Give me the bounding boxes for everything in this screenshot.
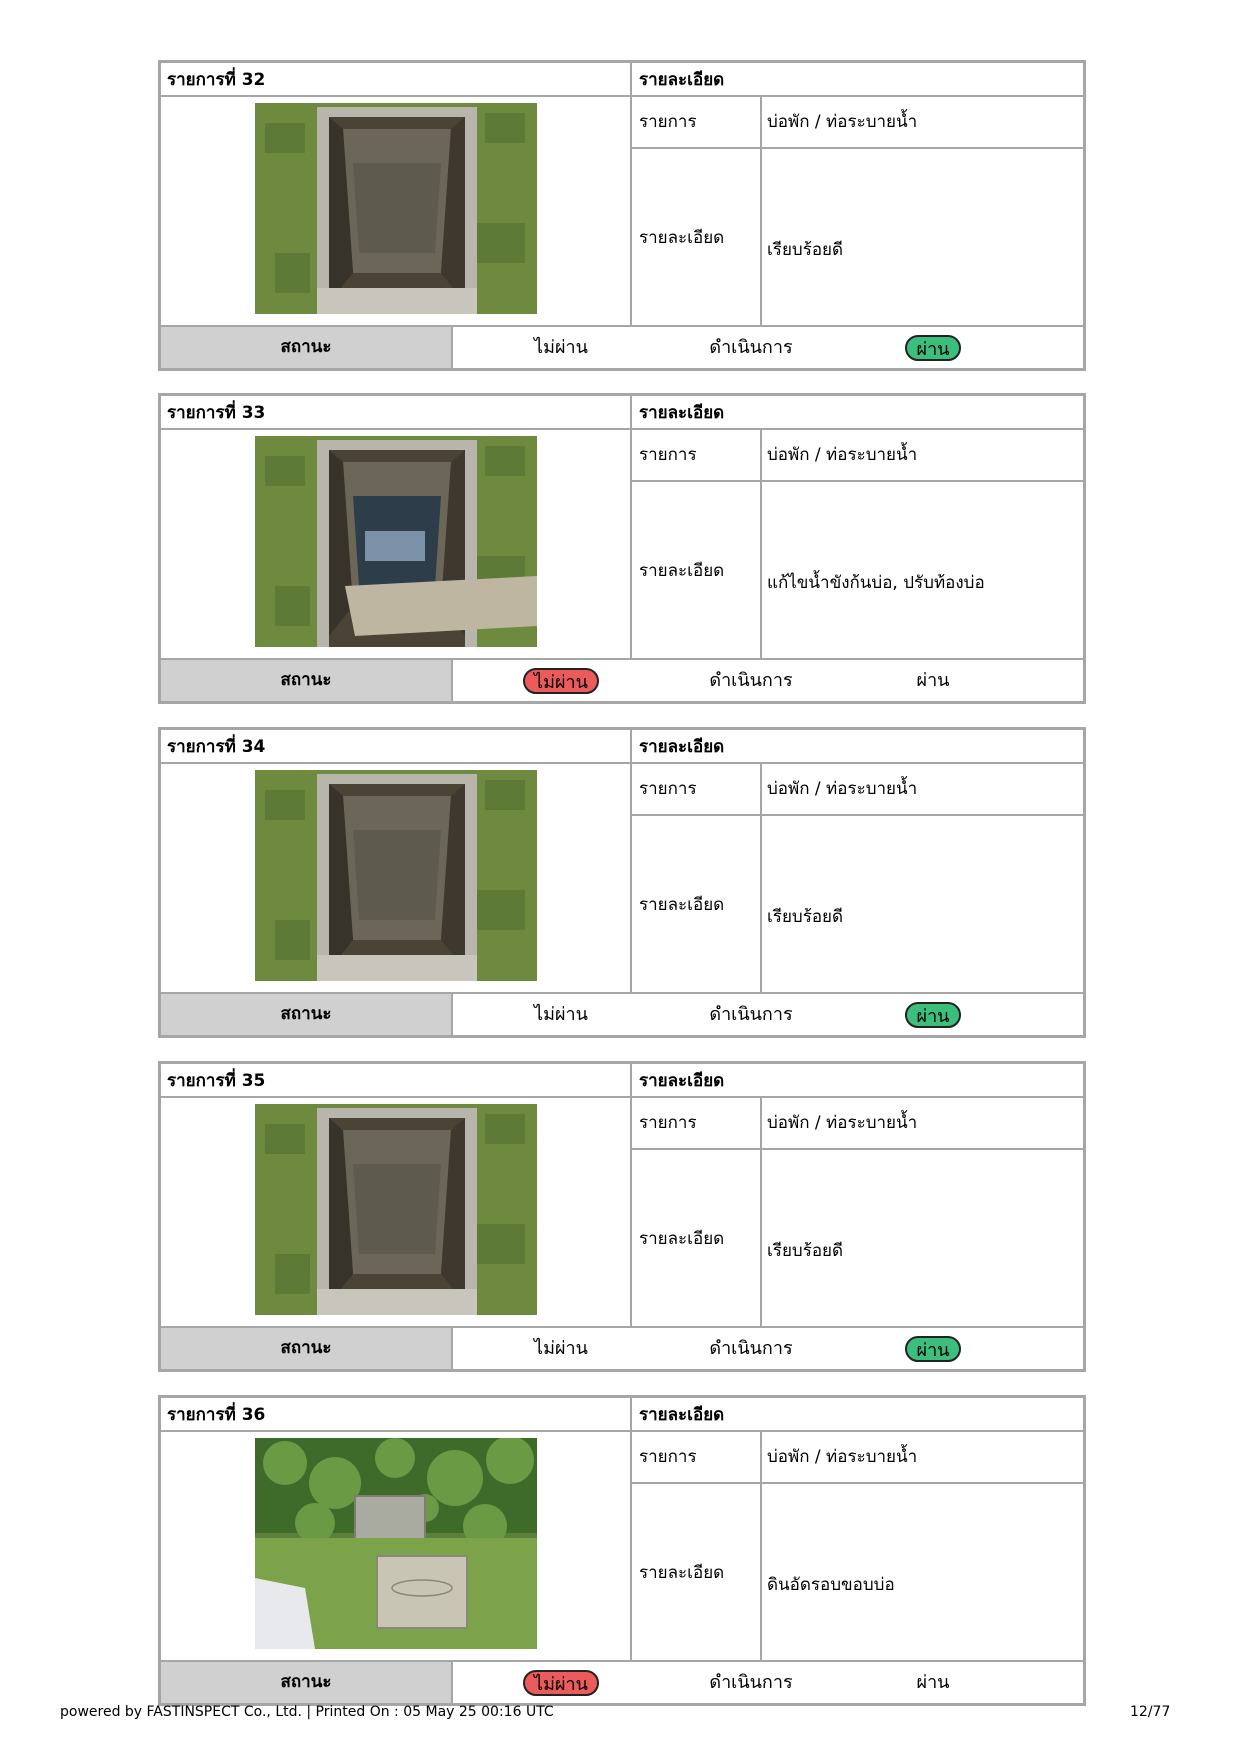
detail-header: รายละเอียด bbox=[639, 1071, 725, 1091]
footer-printed-info: powered by FASTINSPECT Co., Ltd. | Printed On : 05 May 25 00:16 UTC bbox=[60, 1704, 554, 1720]
item-title: รายการที่ 35 bbox=[167, 1071, 266, 1091]
status-option-pass[interactable]: ผ่าน bbox=[905, 1002, 961, 1028]
detail-label: รายละเอียด bbox=[639, 228, 725, 248]
item-value: บ่อพัก / ท่อระบายน้ำ bbox=[767, 445, 918, 465]
detail-label: รายละเอียด bbox=[639, 1229, 725, 1249]
page-number: 12/77 bbox=[1130, 1704, 1171, 1720]
detail-header: รายละเอียด bbox=[639, 70, 725, 90]
detail-label: รายละเอียด bbox=[639, 561, 725, 581]
inspection-card bbox=[158, 727, 1086, 1038]
divider bbox=[760, 97, 762, 327]
status-option-in-progress[interactable]: ดำเนินการ bbox=[709, 670, 793, 691]
divider bbox=[632, 1148, 1083, 1150]
item-value: บ่อพัก / ท่อระบายน้ำ bbox=[767, 779, 918, 799]
status-option-in-progress[interactable]: ดำเนินการ bbox=[709, 337, 793, 358]
item-value: บ่อพัก / ท่อระบายน้ำ bbox=[767, 1113, 918, 1133]
status-option-fail[interactable]: ไม่ผ่าน bbox=[534, 1338, 588, 1359]
drain-pit-photo bbox=[255, 770, 537, 981]
status-row bbox=[161, 1662, 1083, 1703]
status-label: สถานะ bbox=[161, 1328, 451, 1369]
item-label: รายการ bbox=[639, 1113, 697, 1133]
drain-pit-photo bbox=[255, 436, 537, 647]
status-option-fail[interactable]: ไม่ผ่าน bbox=[534, 337, 588, 358]
item-label: รายการ bbox=[639, 1447, 697, 1467]
divider bbox=[632, 147, 1083, 149]
status-option-pass[interactable]: ผ่าน bbox=[916, 1672, 950, 1693]
status-label: สถานะ bbox=[161, 994, 451, 1035]
status-row bbox=[161, 660, 1083, 701]
drain-cover-photo bbox=[255, 1438, 537, 1649]
inspection-photo[interactable] bbox=[255, 1104, 537, 1315]
divider bbox=[630, 1064, 632, 1328]
inspection-card bbox=[158, 393, 1086, 704]
inspection-photo[interactable] bbox=[255, 1438, 537, 1649]
status-row bbox=[161, 327, 1083, 368]
status-option-fail[interactable]: ไม่ผ่าน bbox=[534, 1004, 588, 1025]
detail-value: เรียบร้อยดี bbox=[767, 907, 844, 927]
divider bbox=[632, 1482, 1083, 1484]
drain-pit-photo bbox=[255, 103, 537, 314]
inspection-photo[interactable] bbox=[255, 436, 537, 647]
status-option-in-progress[interactable]: ดำเนินการ bbox=[709, 1338, 793, 1359]
inspection-photo[interactable] bbox=[255, 770, 537, 981]
divider bbox=[630, 1398, 632, 1662]
item-value: บ่อพัก / ท่อระบายน้ำ bbox=[767, 1447, 918, 1467]
status-option-pass[interactable]: ผ่าน bbox=[905, 335, 961, 361]
status-row bbox=[161, 1328, 1083, 1369]
item-value: บ่อพัก / ท่อระบายน้ำ bbox=[767, 112, 918, 132]
divider bbox=[760, 764, 762, 994]
status-option-pass[interactable]: ผ่าน bbox=[905, 1336, 961, 1362]
divider bbox=[630, 396, 632, 660]
status-label: สถานะ bbox=[161, 1662, 451, 1703]
inspection-card bbox=[158, 60, 1086, 371]
status-option-in-progress[interactable]: ดำเนินการ bbox=[709, 1004, 793, 1025]
detail-value: ดินอัดรอบขอบบ่อ bbox=[767, 1575, 895, 1595]
item-label: รายการ bbox=[639, 112, 697, 132]
status-label: สถานะ bbox=[161, 327, 451, 368]
status-row bbox=[161, 994, 1083, 1035]
divider bbox=[760, 1098, 762, 1328]
detail-header: รายละเอียด bbox=[639, 403, 725, 423]
item-label: รายการ bbox=[639, 779, 697, 799]
divider bbox=[632, 814, 1083, 816]
detail-label: รายละเอียด bbox=[639, 1563, 725, 1583]
detail-value: เรียบร้อยดี bbox=[767, 240, 844, 260]
status-label: สถานะ bbox=[161, 660, 451, 701]
status-option-in-progress[interactable]: ดำเนินการ bbox=[709, 1672, 793, 1693]
status-option-fail[interactable]: ไม่ผ่าน bbox=[523, 1670, 599, 1696]
detail-header: รายละเอียด bbox=[639, 737, 725, 757]
detail-header: รายละเอียด bbox=[639, 1405, 725, 1425]
item-label: รายการ bbox=[639, 445, 697, 465]
item-title: รายการที่ 36 bbox=[167, 1405, 266, 1425]
divider bbox=[760, 430, 762, 660]
status-option-pass[interactable]: ผ่าน bbox=[916, 670, 950, 691]
divider bbox=[632, 480, 1083, 482]
item-title: รายการที่ 33 bbox=[167, 403, 266, 423]
drain-pit-photo bbox=[255, 1104, 537, 1315]
divider bbox=[630, 730, 632, 994]
divider bbox=[630, 63, 632, 327]
detail-value: เรียบร้อยดี bbox=[767, 1241, 844, 1261]
detail-value: แก้ไขน้ำขังก้นบ่อ, ปรับท้องบ่อ bbox=[767, 573, 985, 593]
detail-label: รายละเอียด bbox=[639, 895, 725, 915]
inspection-card bbox=[158, 1395, 1086, 1706]
inspection-card bbox=[158, 1061, 1086, 1372]
item-title: รายการที่ 32 bbox=[167, 70, 266, 90]
item-title: รายการที่ 34 bbox=[167, 737, 266, 757]
inspection-photo[interactable] bbox=[255, 103, 537, 314]
divider bbox=[760, 1432, 762, 1662]
status-option-fail[interactable]: ไม่ผ่าน bbox=[523, 668, 599, 694]
